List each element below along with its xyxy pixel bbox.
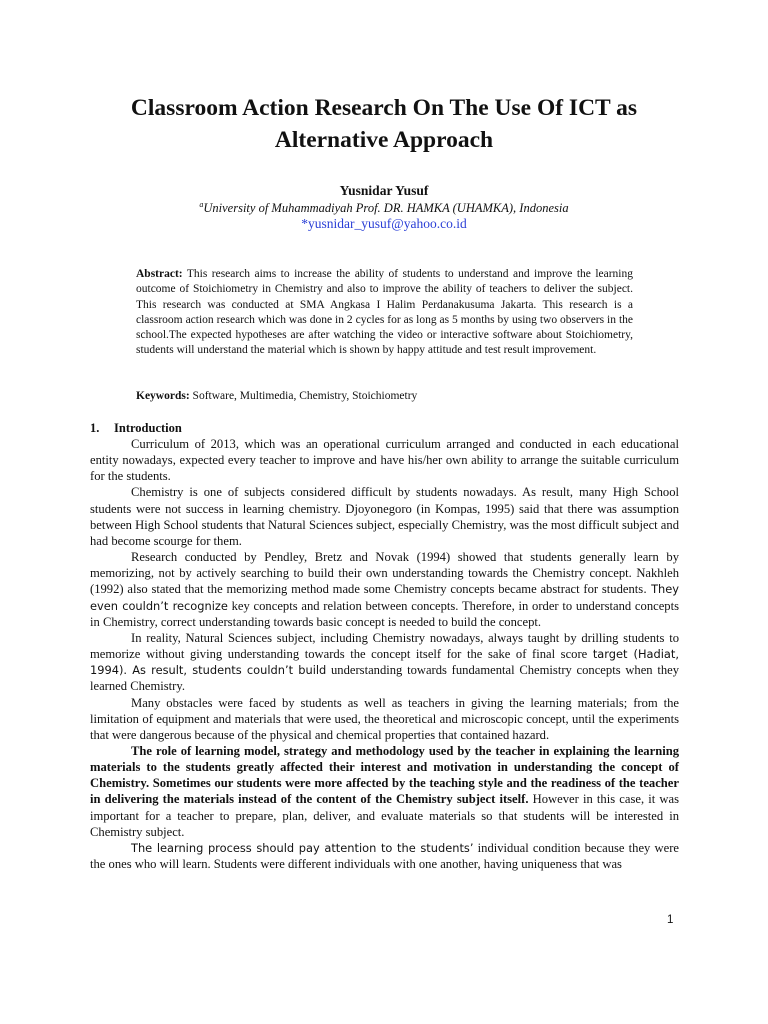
paragraph-7: [90, 840, 679, 872]
keywords-text: Software, Multimedia, Chemistry, Stoichiometry: [189, 390, 418, 402]
paragraph-6-rest: However in this case, it was important for a teacher to prepare, plan, deliver, and evaluate materials so that students will be interested in Chemistry subject.: [90, 792, 679, 839]
paragraph-7-part-b: individual condition because they were the ones who will learn. Students were different individuals with one another, having uniqueness that was: [90, 840, 679, 872]
paragraph-1: Curriculum of 2013, which was an operational curriculum arranged and conducted in each educational entity nowadays, expected every teacher to improve and have his/her own ability to arrange the suitable curriculum for the students.: [90, 437, 679, 484]
author-name: Yusnidar Yusuf: [339, 183, 429, 198]
abstract-label: Abstract:: [136, 268, 183, 280]
section-heading: [90, 421, 182, 436]
section-title: Introduction: [114, 421, 182, 435]
paragraph-7-part-a: The learning process should pay attention to the students’: [131, 840, 474, 855]
page-number: 1: [667, 914, 674, 926]
body-text: [90, 436, 679, 872]
author-affiliation: [0, 200, 768, 216]
paragraph-4-part-b: target (Hadiat, 1994). As result, students couldn’t build: [90, 647, 679, 678]
paragraph-4-part-a: In reality, Natural Sciences subject, including Chemistry nowadays, always taught by drilling students to memorize without giving understanding towards the concept itself for the sake of final score: [90, 630, 679, 662]
abstract-text: This research aims to increase the ability of students to understand and improve the learning outcome of Stoichiometry in Chemistry and also to improve the ability of teachers to deliver the subject. This research was conducted at SMA Angkasa I Halim Perdanakusuma Jakarta. This research is a classroom action research which was done in 2 cycles for as long as 5 months by using two observers in the school.The expected hypotheses are after watching the video or interactive software about Stoichiometry, students will understand the material which is shown by happy attitude and test result improvement.: [136, 268, 633, 357]
title-line-1: Classroom Action Research On The Use Of ICT as: [130, 95, 638, 121]
paragraph-5: Many obstacles were faced by students as well as teachers in giving the learning materials; from the limitation of equipment and materials that were used, the theoretical and microscopic concept, until the experiments that were dangerous because of the physical and chemical properties that contained hazard.: [90, 695, 679, 742]
paragraph-3-part-b: . They even couldn’t recognize: [90, 582, 679, 613]
paragraph-3-part-c: key concepts and relation between concepts. Therefore, in order to understand concepts in Chemistry, correct understanding towards basic concept is needed to build the concept.: [90, 598, 679, 629]
abstract: [136, 267, 633, 359]
keywords: [136, 390, 633, 402]
paragraph-6-bold: The role of learning model, strategy and methodology used by the teacher in explaining the learning materials to the students greatly affected their interest and motivation in understanding the concept of Chemistry. Sometimes our students were more affected by the teaching style and the readiness of the teacher in delivering the materials instead of the content of the Chemistry subject itself.: [90, 743, 679, 807]
section-number: 1.: [90, 421, 100, 435]
paragraph-3-part-a: Research conducted by Pendley, Bretz and Novak (1994) showed that students generally learn by memorizing, not by actively searching to build their own understanding towards the Chemistry concept. Nakhleh (1992) also stated that the memorizing method made some Chemistry concepts became abstract for students: [90, 550, 679, 597]
affiliation-text: University of Muhammadiyah Prof. DR. HAMKA (UHAMKA), Indonesia: [203, 201, 569, 216]
keywords-label: Keywords:: [136, 390, 190, 402]
paper-title: [0, 92, 768, 156]
author-email[interactable]: *yusnidar_yusuf@yahoo.co.id: [301, 216, 467, 231]
paragraph-2: Chemistry is one of subjects considered difficult by students nowadays. As result, many High School students were not success in learning chemistry. Djoyonegoro (in Kompas, 1995) said that there was assumption between High School students that Natural Sciences subject, especially Chemistry, was the most difficult subject and had become scourge for them.: [90, 485, 679, 548]
affiliation-marker: a: [199, 200, 204, 209]
paragraph-4: [90, 630, 679, 695]
paragraph-3: [90, 549, 679, 630]
title-line-2: Alternative Approach: [274, 127, 494, 153]
paragraph-4-part-c: understanding towards fundamental Chemistry concepts when they learned Chemistry.: [90, 663, 680, 694]
paragraph-6: [90, 743, 679, 840]
